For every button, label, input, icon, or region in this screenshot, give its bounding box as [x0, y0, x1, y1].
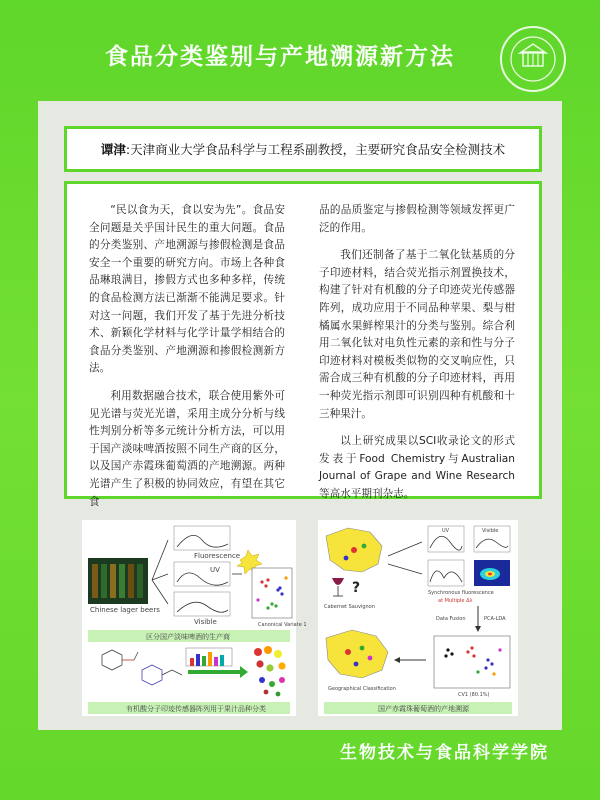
spectra-panels — [428, 526, 510, 586]
uv-label: UV — [210, 566, 220, 574]
multiple-label: at Multiple Δλ — [438, 598, 473, 604]
geo-label: Geographical Classification — [328, 686, 396, 692]
author-description: 天津商业大学食品科学与工程系副教授，主要研究食品安全检测技术 — [130, 142, 506, 157]
footer-school-name: 生物技术与食品科学学院 — [340, 743, 549, 763]
uv-label: UV — [442, 528, 450, 534]
author-name: 谭津 — [100, 142, 126, 157]
beer-bottles-image — [88, 558, 148, 604]
question-mark: ? — [352, 580, 361, 596]
figure-left-graphic — [82, 520, 307, 716]
visible-label: Visible — [482, 528, 499, 534]
university-seal-icon — [498, 24, 568, 94]
author-box — [64, 126, 542, 172]
right-column — [319, 202, 515, 514]
sync-label: Synchronous fluorescence — [428, 590, 494, 596]
fluorescence-label: Fluorescence — [194, 552, 241, 560]
fruit-images — [254, 646, 286, 696]
left-figure-caption-bottom: 有机酸分子印迹传感器阵列用于果汁品种分类 — [126, 705, 266, 713]
spectra-panels — [174, 526, 240, 626]
fusion-label: Data Fusion — [436, 616, 466, 622]
paragraph: 我们还制备了基于二氧化钛基质的分子印迹材料，结合荧光指示剂置换技术，构建了针对有机酸的分子印迹荧光传感器阵列，成功应用于不同品种苹果、梨与柑橘属水果鲜榨果汁的分类与鉴别。综合利用二氧化钛对电负性元素的亲和性与分子印迹材料对模板类似物的交叉响应性，只需合成三种有机酸的分子印迹材料，再用一种荧光指示剂即可识别四种有机酸和十三种果汁。 — [319, 249, 515, 420]
china-map-bottom — [326, 630, 388, 678]
cv1-label: CV1 (80.1%) — [458, 692, 490, 698]
beer-label: Chinese lager beers — [90, 606, 160, 614]
lda-x-label: Canonical Variate 1 — [258, 622, 307, 628]
paragraph: 以上研究成果以SCI收录论文的形式发表于Food Chemistry与Australian Journal of Grape and Wine Research等高水平期刊杂志。 — [319, 435, 515, 500]
figure-right-graphic — [318, 520, 518, 716]
poster-title: 食品分类鉴别与产地溯源新方法 — [105, 44, 455, 70]
body-text-box — [64, 181, 542, 508]
visible-label: Visible — [194, 618, 217, 626]
wine-glass-icon — [332, 578, 344, 596]
author-separator: : — [125, 141, 131, 157]
wine-label: Cabernet Sauvignon — [324, 604, 375, 610]
paragraph: 利用数据融合技术，联合使用紫外可见光谱与荧光光谱，采用主成分分析与线性判别分析等多元统计分析方法，可以用于国产淡味啤酒按照不同生产商的区分，以及国产赤霞珠葡萄酒的产地溯源。两种光谱产生了积极的协同效应，有望在其它食 — [89, 389, 285, 508]
figure-right — [318, 520, 518, 716]
figure-left — [82, 520, 307, 716]
sensor-response-chart — [186, 648, 232, 666]
pca-lda-scatter-plot — [434, 636, 510, 698]
pca-label: PCA-LDA — [484, 616, 506, 622]
paragraph: “民以食为天，食以安为先”。食品安全问题是关乎国计民生的重大问题。食品的分类鉴别、产地溯源与掺假检测是食品安全一个重要的研究方向。市场上各种食品琳琅满目，掺假方式也多种多样，传统的食品检测方法已渐渐不能满足要求。针对这一问题，我们开发了基于先进分析技术、新颖化学材料与化学计量学相结合的食品分类鉴别、产地溯源和掺假检测新方法。 — [89, 204, 285, 375]
right-figure-caption: 国产赤霞珠葡萄酒的产地溯源 — [378, 705, 469, 713]
paragraph: 品的品质鉴定与掺假检测等领域发挥更广泛的作用。 — [319, 204, 515, 234]
left-column — [89, 202, 285, 521]
left-figure-caption-top: 区分国产淡味啤酒的生产商 — [146, 633, 230, 641]
